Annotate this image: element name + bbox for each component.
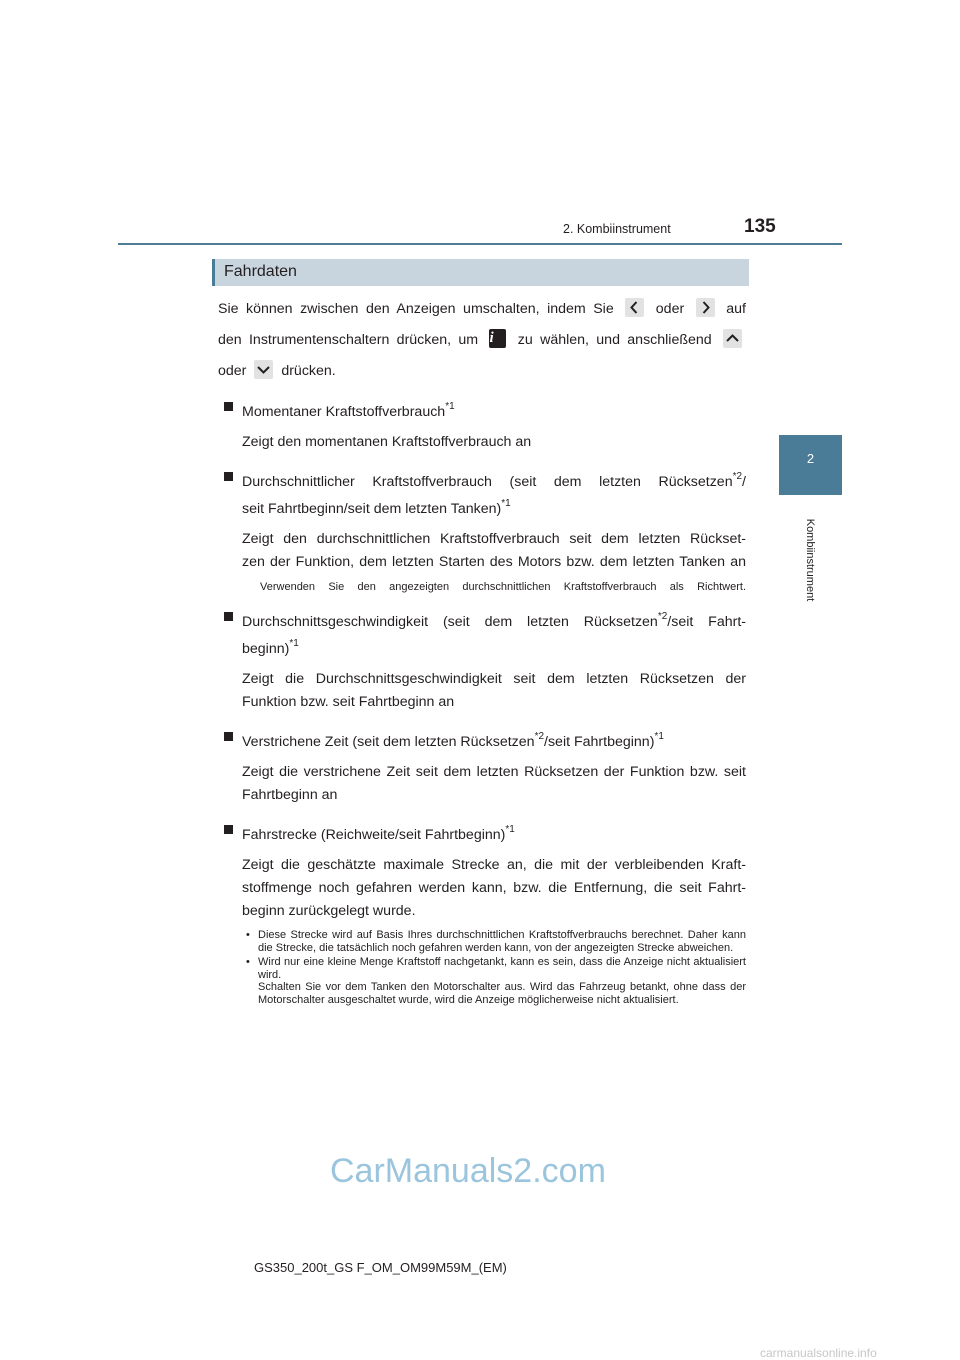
- side-tab-number: 2: [806, 451, 815, 466]
- item-title: Durchschnittlicher Kraftstoffverbrauch (seit dem letzten Rücksetzen$^{*2}$/ seit Fahrtbeginn/seit dem letzten Tanken)$^{*1}$: [218, 466, 746, 520]
- info-icon: i: [489, 329, 506, 348]
- intro-text: oder: [655, 301, 685, 317]
- sub-note: • Diese Strecke wird auf Basis Ihres durchschnittlichen Kraftstoffverbrauchs berechnet. Daher kann die Strecke, die tatsächlich noch gefahren werden kann, von der angezeigten Strecke abweichen.: [246, 929, 746, 954]
- intro-text: zu wählen, und anschließend: [517, 332, 712, 348]
- square-bullet-icon: [224, 402, 233, 411]
- list-item: [218, 466, 746, 594]
- chevron-right-icon: [696, 298, 715, 317]
- item-title: Verstrichene Zeit (seit dem letzten Rücksetzen$^{*2}$/seit Fahrtbeginn)$^{*1}$: [218, 726, 746, 753]
- chevron-left-icon: [625, 298, 644, 317]
- sub-note-list: [218, 929, 746, 1006]
- chapter-header: 2. Kombiinstrument: [563, 222, 671, 236]
- watermark-logo: CarManuals2.com: [330, 1152, 606, 1190]
- square-bullet-icon: [224, 472, 233, 481]
- square-bullet-icon: [224, 732, 233, 741]
- site-logo: carmanualsonline.info: [760, 1346, 877, 1360]
- item-title: Momentaner Kraftstoffverbrauch$^{*1}$: [218, 396, 746, 423]
- square-bullet-icon: [224, 612, 233, 621]
- list-item: [218, 606, 746, 714]
- side-chapter-label: Kombiinstrument: [804, 518, 816, 602]
- chevron-down-icon: [254, 360, 273, 379]
- item-body: Zeigt die Durchschnittsgeschwindigkeit seit dem letzten Rücksetzen der Funktion bzw. seit Fahrtbeginn an: [242, 671, 746, 710]
- item-body: Zeigt die verstrichene Zeit seit dem letzten Rücksetzen der Funktion bzw. seit Fahrtbeginn an: [242, 764, 746, 803]
- section-header: [212, 259, 749, 286]
- square-bullet-icon: [224, 825, 233, 834]
- item-body: Zeigt die geschätzte maximale Strecke an, die mit der verbleibenden Kraft- stoffmenge noch gefahren werden kann, bzw. die Entfernung, die seit Fahrt- beginn zurückgelegt wurde.: [242, 857, 746, 919]
- intro-text: Sie können zwischen den Anzeigen umschalten, indem Sie: [218, 301, 614, 317]
- list-item: [218, 396, 746, 454]
- sub-note: • Wird nur eine kleine Menge Kraftstoff nachgetankt, kann es sein, dass die Anzeige nicht aktualisiert wird. Schalten Sie vor dem Tanken den Motorschalter aus. Wird das Fahrzeug betankt, ohne dass der Motorschalter ausgeschaltet wurde, wird die Anzeige möglicherweise nicht aktualisiert.: [246, 956, 746, 1006]
- document-code: GS350_200t_GS F_OM_OM99M59M_(EM): [254, 1260, 507, 1275]
- item-title: Durchschnittsgeschwindigkeit (seit dem letzten Rücksetzen$^{*2}$/seit Fahrt- beginn)$^{*1}$: [218, 606, 746, 660]
- side-tab: [779, 435, 842, 495]
- intro-text: auf: [726, 301, 746, 317]
- chevron-up-icon: [723, 329, 742, 348]
- item-title: Fahrstrecke (Reichweite/seit Fahrtbeginn)$^{*1}$: [218, 819, 746, 846]
- item-body: Zeigt den momentanen Kraftstoffverbrauch an: [242, 434, 532, 450]
- intro-text: drücken.: [281, 363, 336, 379]
- header-rule: [118, 243, 842, 245]
- intro-text: den Instrumentenschaltern drücken, um: [218, 332, 479, 348]
- content: [218, 298, 746, 1008]
- intro-text: oder: [218, 363, 247, 379]
- list-item: [218, 819, 746, 1006]
- item-note: Verwenden Sie den angezeigten durchschnittlichen Kraftstoffverbrauch als Richtwert.: [260, 581, 746, 593]
- list-item: [218, 726, 746, 807]
- intro-paragraph: [218, 298, 746, 382]
- section-title: Fahrdaten: [224, 263, 297, 280]
- item-body: Zeigt den durchschnittlichen Kraftstoffverbrauch seit dem letzten Rückset- zen der Funktion, dem letzten Starten des Motors bzw. dem letzten Tanken an: [242, 531, 746, 570]
- page-number: 135: [744, 216, 776, 237]
